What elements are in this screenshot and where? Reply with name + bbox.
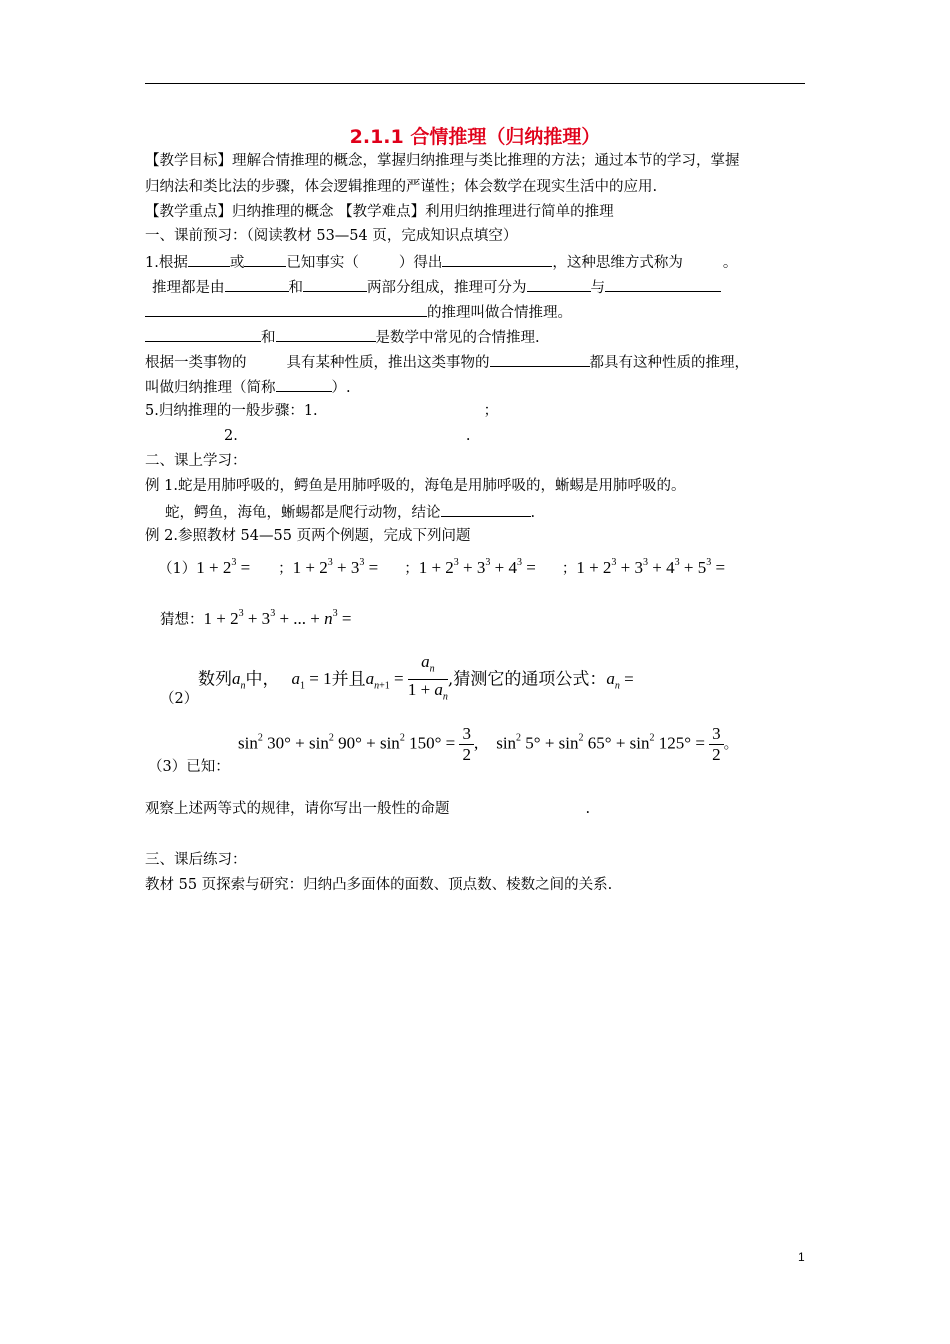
blank[interactable] [244,252,286,267]
equation: $1 + 2^3 + 3^3 + 4^3 + 5^3$ = [576,557,726,577]
blank[interactable] [225,277,289,292]
q3-line: 和 是数学中常见的合情推理. [145,327,540,347]
blank[interactable] [188,252,230,267]
equation: $1 + 2^3 + 3^3 + 4^3$ = [418,557,536,577]
problem2-label: （2） [160,691,199,707]
blank[interactable] [605,277,721,292]
problem2-equation: 数列$a_n$中， $a_1 = 1$并且$a_{n+1}$ = $\frac{a_n}{1 + a_n}$ ,猜测它的通项公式：$a_n$ = [198,652,634,708]
q4-cont-line: 叫做归纳推理（简称 ）. [145,377,351,397]
blank[interactable] [276,327,376,342]
section3-heading: 三、课后练习： [145,852,247,868]
section3-text: 教材 55 页探索与研究：归纳凸多面体的面数、顶点数、棱数之间的关系. [145,877,613,893]
objectives-line-1: 【教学目标】理解合情推理的概念，掌握归纳推理与类比推理的方法；通过本节的学习，掌握 [145,153,740,169]
example1-line-2: 蛇，鳄鱼，海龟，蜥蜴都是爬行动物，结论 . [165,502,535,522]
guess-line: 猜想：$1 + 2^3 + 3^3$ + ... + $n^3$ = [160,608,352,628]
problem3-label: （3）已知： [148,759,230,775]
blank[interactable] [527,277,591,292]
problem1-line: $(1)1 + 2^3$ = ；$1 + 2^3 + 3^3$ = ；$1 + 2^3 + 3^3 + 4^3$ = ；$1 + 2^3 + 3^3 + 4^3 + 5^3$ = [158,557,726,577]
blank[interactable] [490,352,590,367]
example1-line-1: 例 1.蛇是用肺呼吸的，鳄鱼是用肺呼吸的，海龟是用肺呼吸的，蜥蜴是用肺呼吸的。 [145,478,686,494]
q2-cont-line: 的推理叫做合情推理。 [145,302,572,322]
page-number: 1 [798,1250,805,1264]
equation: $1 + 2^3 + 3^3$ + ... + $n^3$ = [203,608,352,628]
blank[interactable] [441,502,531,517]
blank[interactable] [303,277,367,292]
blank[interactable] [276,377,332,392]
section1-heading: 一、课前预习：（阅读教材 53—54 页，完成知识点填空） [145,228,518,244]
equation: $1 + 2^3$ = [196,557,251,577]
observe-line: 观察上述两等式的规律，请你写出一般性的命题 . [145,801,591,817]
example2-line: 例 2.参照教材 54—55 页两个例题，完成下列问题 [145,528,471,544]
focus-line: 【教学重点】归纳推理的概念 【教学难点】利用归纳推理进行简单的推理 [145,204,614,220]
blank[interactable] [145,302,427,317]
fraction: $\frac{a_n}{1 + a_n}$ [407,652,448,703]
q5-step2-line: 2. . [224,428,471,444]
q1-line: 1.根据 或 已知事实（ ）得出 ，这种思维方式称为 。 [145,252,737,272]
objectives-line-2: 归纳法和类比法的步骤，体会逻辑推理的严谨性；体会数学在现实生活中的应用. [145,179,658,195]
problem3-equations: $\sin^2 30^\circ + \sin^2 90^\circ + \sin^2 150^\circ$ = $\frac{3}{2}$ , $\sin^2 5^\circ + \sin^2 65^\circ + \sin^2 125^\circ$ = $\frac{3}{2}$ 。 [238,724,739,764]
q4-line: 根据一类事物的 具有某种性质，推出这类事物的 都具有这种性质的推理， [145,352,749,372]
q2-line: 推理都是由 和 两部分组成，推理可分为 与 [152,277,721,297]
blank[interactable] [145,327,261,342]
equation: $1 + 2^3 + 3^3$ = [292,557,379,577]
section2-heading: 二、课上学习： [145,453,247,469]
header-rule [145,83,805,84]
q5-line: 5.归纳推理的一般步骤：1. ； [145,403,499,419]
page-title: 2.1.1 合情推理（归纳推理） [349,126,601,148]
blank[interactable] [442,252,552,267]
